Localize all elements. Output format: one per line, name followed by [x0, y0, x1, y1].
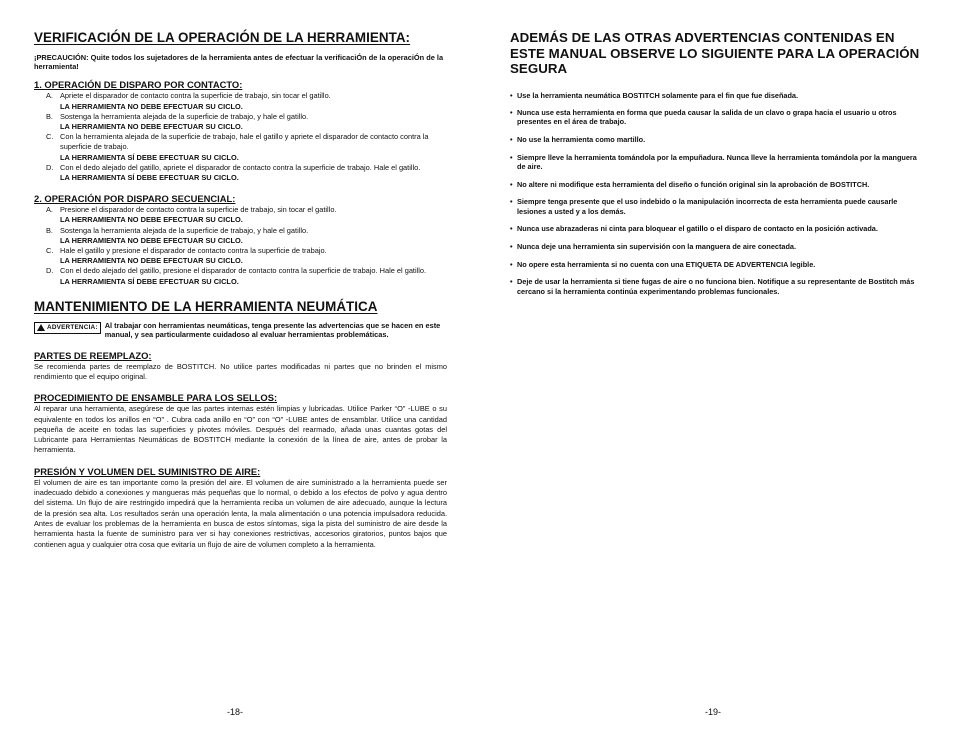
warning-badge-label: ADVERTENCIA:: [47, 324, 98, 332]
step-letter: D.: [46, 266, 54, 276]
step-text: Con el dedo alejado del gatillo, presione el disparador de contacto contra la superficie de trabajo. Hale el gatillo.: [60, 266, 427, 276]
step-result: LA HERRAMIENTA NO DEBE EFECTUAR SU CICLO.: [60, 235, 243, 245]
maintenance-title: MANTENIMIENTO DE LA HERRAMIENTA NEUMÁTICA: [34, 298, 378, 314]
step-item: [34, 91, 447, 111]
safety-bullets: [510, 91, 920, 296]
step-body: [60, 91, 447, 111]
safety-bullet-item: [510, 153, 920, 171]
seal-assembly-text: Al reparar una herramienta, asegúrese de que las partes internas estén limpias y lubricadas. Utilice Parker “O” -LUBE o su equivalente en todos los anillos en “O” . Cubra cada anillo en “O” con “O” -LUBE antes de ensamblar. Utilice una cantidad pequeña de aceite en todas las superficies y pivotes móviles. Después del rearmado, añada unas cuantas gotas del Lubricante para Herramientas Neumáticas de BOSTITCH mediante la conexión de la línea de aire, antes de probar la herramienta.: [34, 404, 447, 455]
step-body: [60, 226, 447, 246]
bullet-icon: •: [510, 197, 513, 207]
bullet-text: Deje de usar la herramienta si tiene fugas de aire o no funciona bien. Notifique a su representante de Bostitch más cercano si la herramienta continúa experimentando problemas funcionales.: [517, 277, 915, 296]
air-supply-heading: PRESIÓN Y VOLUMEN DEL SUMINISTRO DE AIRE:: [34, 465, 261, 477]
bullet-text: Use la herramienta neumática BOSTITCH solamente para el fin que fue diseñada.: [517, 90, 799, 100]
bullet-text: No altere ni modifique esta herramienta del diseño o función original sin la aprobación de BOSTITCH.: [517, 179, 870, 189]
step-item: [34, 163, 447, 183]
step-letter: A.: [46, 205, 53, 215]
bullet-text: Nunca use abrazaderas ni cinta para bloquear el gatillo o el disparo de contacto en la posición activada.: [517, 224, 878, 234]
step-letter: D.: [46, 162, 54, 172]
step-body: [60, 112, 447, 132]
bullet-icon: •: [510, 224, 513, 234]
bullet-icon: •: [510, 179, 513, 189]
step-item: [34, 226, 447, 246]
step-text: Hale el gatillo y presione el disparador de contacto contra la superficie de trabajo.: [60, 246, 327, 256]
step-item: [34, 112, 447, 132]
bullet-icon: •: [510, 90, 513, 100]
step-body: [60, 205, 447, 225]
bullet-text: No use la herramienta como martillo.: [517, 135, 646, 145]
step-body: [60, 246, 447, 266]
bullet-text: Siempre tenga presente que el uso indebido o la manipulación incorrecta de esta herramienta puede causarle lesiones a usted y a los demás.: [517, 197, 898, 216]
air-supply-text: El volumen de aire es tan importante como la presión del aire. El volumen de aire suministrado a la herramienta puede ser inadecuado debido a conexiones y mangueras más pequeñas que lo normal, o debido a los efectos de polvo y agua dentro del sistema. Un flujo de aire restringido impedirá que la herramienta reciba un volumen de aire adecuado, aunque la lectura de la presión sea alta. Los resultados serán una operación lenta, la mala alimentación o una potencia impulsadora reducida. Antes de evaluar los problemas de la herramienta en busca de estos síntomas, siga la pista del suministro de aire desde la herramienta hasta la fuente de suministro para ver si hay conexiones restrictivas, accesorios giratorios, puntos bajos que contienen agua y cualquier otra cosa que evitaría un flujo de aire de volumen completo a la herramienta.: [34, 477, 447, 549]
safety-bullet-item: [510, 135, 920, 144]
step-text: Con la herramienta alejada de la superficie de trabajo, hale el gatillo y apriete el disparador de contacto contra la superficie de trabajo.: [60, 132, 429, 152]
maintenance-warning: [34, 321, 447, 340]
step-result: LA HERRAMIENTA SÍ DEBE EFECTUAR SU CICLO.: [60, 173, 239, 183]
caution-note: ¡PRECAUCIÓN: Quite todos los sujetadores de la herramienta antes de efectuar la verificaciÓn de la operaciÓn de la herramienta!: [34, 53, 444, 72]
safety-bullet-item: [510, 91, 920, 100]
step-result: LA HERRAMIENTA NO DEBE EFECTUAR SU CICLO.: [60, 215, 243, 225]
step-result: LA HERRAMIENTA SÍ DEBE EFECTUAR SU CICLO.: [60, 152, 239, 162]
step-body: [60, 266, 447, 286]
sequential-trip-heading: 2. OPERACIÓN POR DISPARO SECUENCIAL:: [34, 193, 236, 205]
bullet-text: Nunca deje una herramienta sin supervisión con la manguera de aire conectada.: [517, 242, 796, 252]
safety-bullet-item: [510, 197, 920, 215]
replacement-parts-text: Se recomienda partes de reemplazo de BOSTITCH. No utilice partes modificadas ni partes que no brinden el mismo rendimiento que el equipo original.: [34, 361, 447, 381]
warning-triangle-icon: [37, 324, 45, 331]
safety-bullet-item: [510, 180, 920, 189]
bullet-text: Siempre lleve la herramienta tomándola por la empuñadura. Nunca lleve la herramienta tomándola por la manguera de aire.: [517, 152, 917, 172]
step-text: Con el dedo alejado del gatillo, apriete el disparador de contacto contra la superficie de trabajo. Hale el gatillo.: [60, 162, 421, 172]
tool-check-title: VERIFICACIÓN DE LA OPERACIÓN DE LA HERRAMIENTA:: [34, 30, 411, 45]
step-item: [34, 246, 447, 266]
seal-assembly-heading: PROCEDIMIENTO DE ENSAMBLE PARA LOS SELLOS:: [34, 392, 278, 404]
safety-bullet-item: [510, 242, 920, 251]
step-body: [60, 132, 447, 163]
step-body: [60, 163, 447, 183]
safety-bullet-item: [510, 108, 920, 126]
warning-badge: [34, 322, 101, 334]
step-item: [34, 205, 447, 225]
step-result: LA HERRAMIENTA NO DEBE EFECTUAR SU CICLO.: [60, 101, 243, 111]
bullet-icon: •: [510, 259, 513, 269]
step-result: LA HERRAMIENTA NO DEBE EFECTUAR SU CICLO.: [60, 122, 243, 132]
step-item: [34, 132, 447, 163]
bullet-icon: •: [510, 152, 513, 162]
step-text: Presione el disparador de contacto contra la superficie de trabajo, sin tocar el gatillo.: [60, 205, 337, 215]
step-text: Apriete el disparador de contacto contra la superficie de trabajo, sin tocar el gatillo.: [60, 91, 331, 101]
step-letter: C.: [46, 132, 54, 142]
contact-trip-steps: [34, 91, 447, 183]
bullet-icon: •: [510, 242, 513, 252]
right-page: [477, 0, 954, 738]
step-letter: B.: [46, 111, 53, 121]
step-item: [34, 266, 447, 286]
step-text: Sostenga la herramienta alejada de la superficie de trabajo, y hale el gatillo.: [60, 111, 309, 121]
contact-trip-heading: 1. OPERACIÓN DE DISPARO POR CONTACTO:: [34, 79, 243, 91]
step-letter: B.: [46, 225, 53, 235]
safety-bullet-item: [510, 277, 920, 295]
bullet-text: No opere esta herramienta si no cuenta con una ETIQUETA DE ADVERTENCIA legible.: [517, 259, 816, 269]
page-number-right: -19-: [705, 707, 722, 717]
bullet-icon: •: [510, 277, 513, 287]
sequential-trip-steps: [34, 205, 447, 287]
bullet-icon: •: [510, 108, 513, 118]
bullet-text: Nunca use esta herramienta en forma que pueda causar la salida de un clavo o grapa hacia el usuario u otros presentes en el área de trabajo.: [517, 108, 897, 127]
step-text: Sostenga la herramienta alejada de la superficie de trabajo, y hale el gatillo.: [60, 225, 309, 235]
replacement-parts-heading: PARTES DE REEMPLAZO:: [34, 349, 152, 361]
safety-title: ADEMÁS DE LAS OTRAS ADVERTENCIAS CONTENIDAS EN ESTE MANUAL OBSERVE LO SIGUIENTE PARA LA OPERACIÓN SEGURA: [510, 30, 920, 76]
warning-text: Al trabajar con herramientas neumáticas, tenga presente las advertencias que se hacen en este manual, y sea particularmente cuidadoso al evaluar herramientas problemáticas.: [104, 320, 441, 340]
page-number-left: -18-: [227, 707, 244, 717]
safety-bullet-item: [510, 224, 920, 233]
step-letter: A.: [46, 91, 53, 101]
step-letter: C.: [46, 246, 54, 256]
safety-bullet-item: [510, 260, 920, 269]
step-result: LA HERRAMIENTA SÍ DEBE EFECTUAR SU CICLO.: [60, 276, 239, 286]
step-result: LA HERRAMIENTA NO DEBE EFECTUAR SU CICLO.: [60, 256, 243, 266]
bullet-icon: •: [510, 135, 513, 145]
